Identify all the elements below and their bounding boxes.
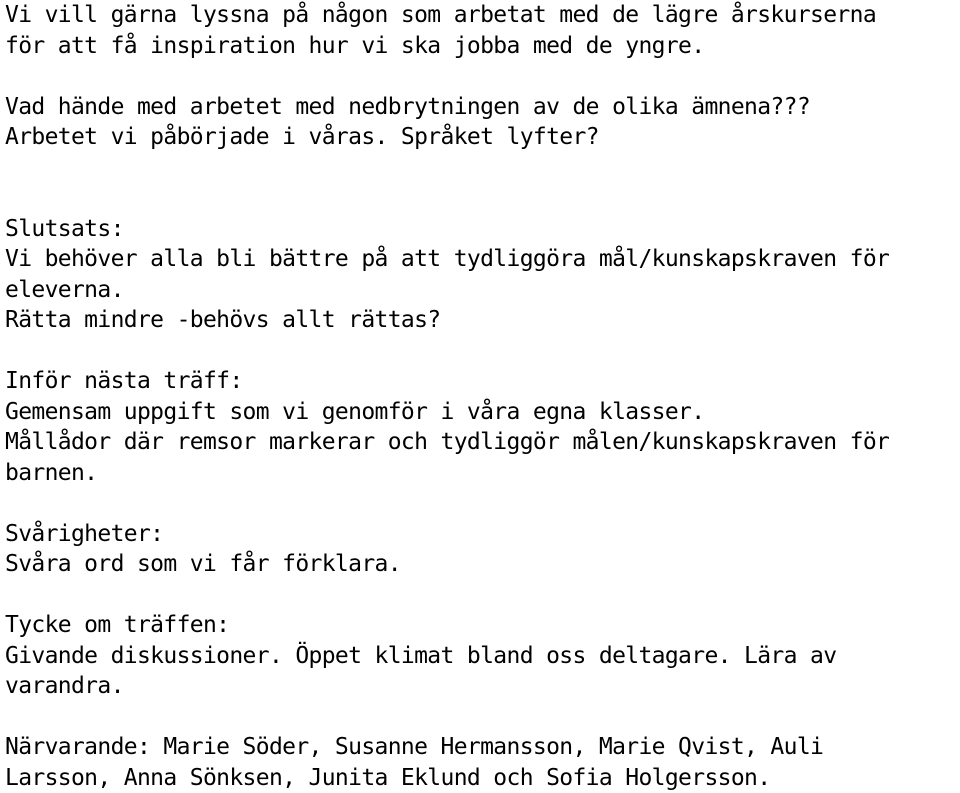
intro-line-2: för att få inspiration hur vi ska jobba med de yngre. [5, 31, 960, 62]
conclusion-line-3: Rätta mindre -behövs allt rättas? [5, 305, 960, 336]
attendees-section [5, 732, 960, 793]
next-meeting-line-1: Gemensam uppgift som vi genomför i våra egna klasser. [5, 397, 960, 428]
blank-line [5, 702, 960, 733]
blank-line [5, 61, 960, 92]
next-meeting-line-2: Mållådor där remsor markerar och tydliggör målen/kunskapskraven för [5, 427, 960, 458]
difficulties-heading: Svårigheter: [5, 519, 960, 550]
intro-line-1: Vi vill gärna lyssna på någon som arbetat med de lägre årskurserna [5, 0, 960, 31]
conclusion-line-1: Vi behöver alla bli bättre på att tydliggöra mål/kunskapskraven för [5, 244, 960, 275]
blank-line [5, 153, 960, 184]
meeting-notes-document [5, 0, 960, 793]
blank-line [5, 580, 960, 611]
conclusion-heading: Slutsats: [5, 214, 960, 245]
questions-line-1: Vad hände med arbetet med nedbrytningen av de olika ämnena??? [5, 92, 960, 123]
blank-line [5, 488, 960, 519]
feedback-section [5, 610, 960, 702]
feedback-heading: Tycke om träffen: [5, 610, 960, 641]
next-meeting-section [5, 366, 960, 488]
next-meeting-heading: Inför nästa träff: [5, 366, 960, 397]
difficulties-section [5, 519, 960, 580]
feedback-line-1: Givande diskussioner. Öppet klimat bland oss deltagare. Lära av [5, 641, 960, 672]
feedback-line-2: varandra. [5, 671, 960, 702]
blank-line [5, 336, 960, 367]
difficulties-line-1: Svåra ord som vi får förklara. [5, 549, 960, 580]
questions-section [5, 92, 960, 153]
blank-line [5, 183, 960, 214]
questions-line-2: Arbetet vi påbörjade i våras. Språket lyfter? [5, 122, 960, 153]
intro-section [5, 0, 960, 61]
attendees-line-2: Larsson, Anna Sönksen, Junita Eklund och Sofia Holgersson. [5, 763, 960, 793]
next-meeting-line-3: barnen. [5, 458, 960, 489]
conclusion-section [5, 214, 960, 336]
conclusion-line-2: eleverna. [5, 275, 960, 306]
attendees-line-1: Närvarande: Marie Söder, Susanne Hermansson, Marie Qvist, Auli [5, 732, 960, 763]
